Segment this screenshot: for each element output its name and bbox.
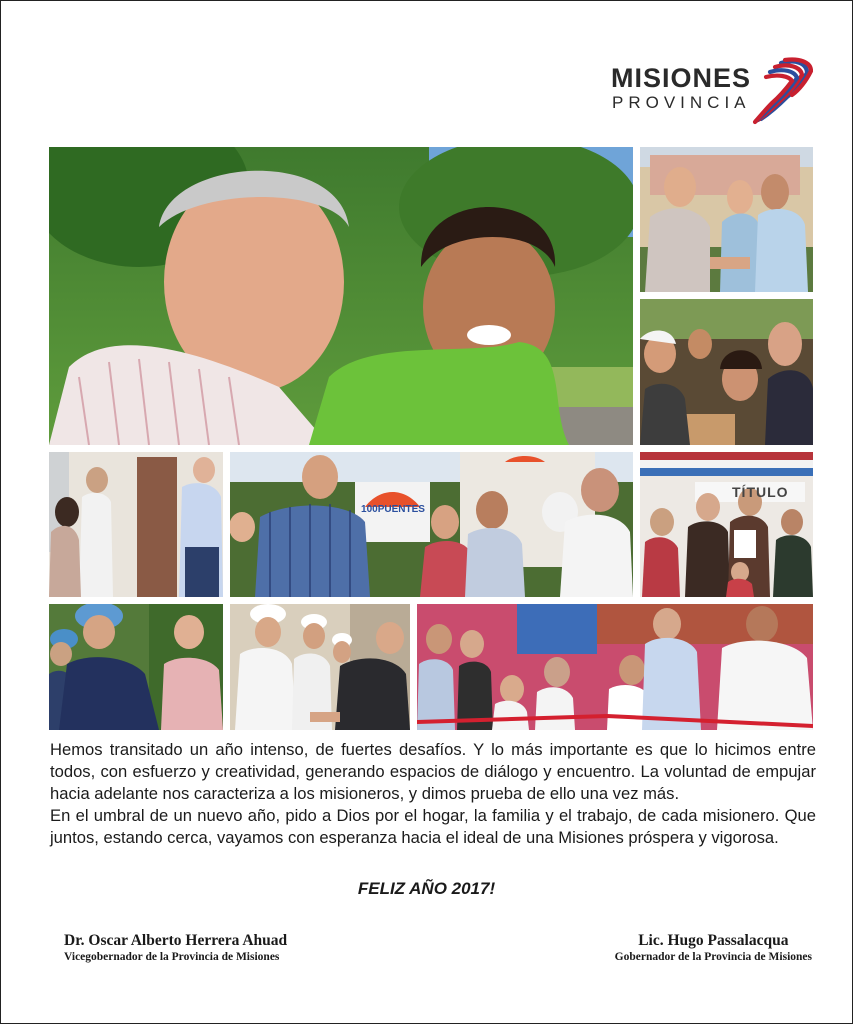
photo-mid-right-titulo bbox=[640, 452, 813, 597]
signature-role: Gobernador de la Provincia de Misiones bbox=[614, 951, 812, 963]
misiones-provincia-logo bbox=[611, 63, 811, 129]
message-paragraph-1: Hemos transitado un año intenso, de fuertes desafíos. Y lo más importante es que lo hicimos entre todos, con esfuerzo y creatividad, generando espacios de diálogo y encuentro. La voluntad de empujar hacia adelante nos caracteriza a los misioneros, y dimos prueba de ello una vez más. bbox=[50, 740, 816, 803]
new-year-message bbox=[50, 739, 816, 849]
photo-main-man-with-child bbox=[49, 147, 633, 445]
logo-subtitle: PROVINCIA bbox=[612, 93, 751, 112]
map-stripes-icon bbox=[751, 57, 813, 127]
signature-vice-governor bbox=[64, 932, 287, 964]
happy-new-year-greeting: FELIZ AÑO 2017! bbox=[357, 879, 496, 898]
photo-bottom-center-chefs bbox=[230, 604, 410, 730]
program-sign-text: 100PUENTES bbox=[361, 504, 425, 515]
photo-top-right-handshake bbox=[640, 147, 813, 292]
photo-mid-center-program-event bbox=[230, 452, 633, 597]
signature-governor bbox=[615, 932, 812, 964]
photo-right-crowd bbox=[640, 299, 813, 445]
logo-wordmark: MISIONES bbox=[611, 63, 752, 93]
photo-mid-left-doorway bbox=[49, 452, 223, 597]
photo-bottom-left-workers bbox=[49, 604, 223, 730]
signature-name: Lic. Hugo Passalacqua bbox=[638, 932, 789, 949]
photo-bottom-right-ribbon bbox=[417, 604, 813, 730]
signature-role: Vicegobernador de la Provincia de Misiones bbox=[64, 951, 280, 963]
message-paragraph-2: En el umbral de un nuevo año, pido a Dios por el hogar, la familia y el trabajo, de cada misionero. Que juntos, estando cerca, vayamos con esperanza hacia el ideal de una Misiones próspera y vigorosa. bbox=[50, 806, 816, 847]
titulo-sign-text: TÍTULO bbox=[732, 484, 789, 500]
signature-name: Dr. Oscar Alberto Herrera Ahuad bbox=[64, 932, 288, 949]
